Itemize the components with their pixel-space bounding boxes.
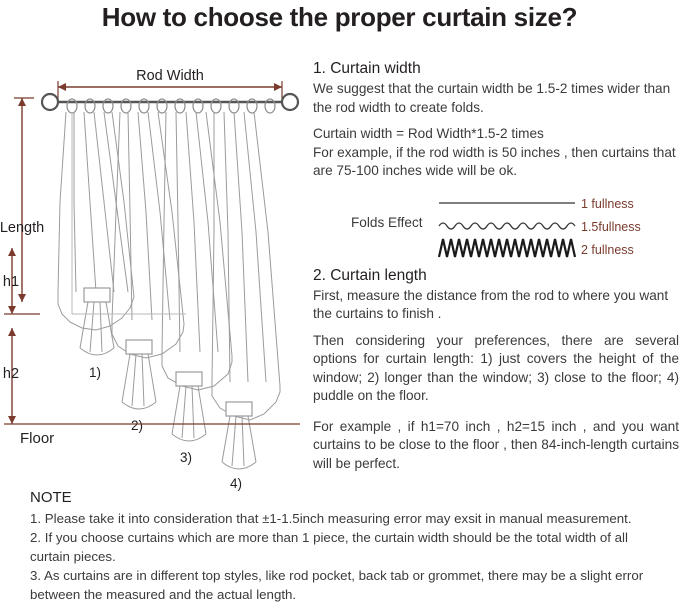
h1-label: h1 bbox=[2, 274, 20, 290]
section-1-paragraph-2: For example, if the rod width is 50 inches , then curtains that are 75-100 inches wide will be ok. bbox=[313, 144, 676, 178]
curtain-diagram-svg bbox=[0, 52, 310, 492]
fold-line-2 bbox=[439, 223, 575, 229]
folds-effect-svg bbox=[437, 189, 577, 261]
tieback-3 bbox=[176, 372, 202, 386]
tieback-4 bbox=[226, 402, 252, 416]
curtain-skirt-3 bbox=[172, 386, 206, 441]
curtain-panel-2 bbox=[112, 112, 184, 358]
page-title: How to choose the proper curtain size? bbox=[101, 2, 578, 32]
section-1-heading: 1. Curtain width bbox=[313, 60, 421, 77]
callout-3: 3) bbox=[179, 450, 193, 465]
folds-effect-label: Folds Effect bbox=[351, 214, 423, 230]
note-item-2: 2. If you choose curtains which are more than 1 piece, the curtain width should be the total width of all curtain pieces. bbox=[30, 530, 628, 564]
folds-effect bbox=[313, 189, 679, 261]
section-1-formula: Curtain width = Rod Width*1.5-2 times bbox=[313, 126, 544, 141]
fold-caption-3: 2 fullness bbox=[581, 242, 634, 257]
notes-title: NOTE bbox=[30, 489, 72, 506]
section-1-paragraph-1: We suggest that the curtain width be 1.5-2 times wider than the rod width to create folds. bbox=[313, 81, 671, 115]
tieback-2 bbox=[126, 340, 152, 354]
length-label: Length bbox=[0, 220, 45, 236]
curtain-panel-4 bbox=[212, 112, 280, 420]
right-column bbox=[313, 60, 679, 473]
fold-caption-1: 1 fullness bbox=[581, 196, 634, 211]
callout-2: 2) bbox=[130, 418, 144, 433]
rod-width-label: Rod Width bbox=[136, 68, 204, 84]
fold-line-3 bbox=[439, 239, 575, 257]
h2-label: h2 bbox=[2, 366, 20, 382]
section-2-heading: 2. Curtain length bbox=[313, 266, 427, 284]
callout-4: 4) bbox=[229, 476, 243, 491]
curtain-diagram bbox=[0, 52, 310, 492]
section-2-paragraph-3: For example , if h1=70 inch , h2=15 inch , and you want curtains to be close to the floor , then 84-inch-length curtains will be perfect. bbox=[313, 418, 679, 471]
notes-block bbox=[30, 489, 670, 604]
length-dimension bbox=[14, 98, 34, 302]
callout-1: 1) bbox=[88, 365, 102, 380]
note-item-1: 1. Please take it into consideration that ±1-1.5inch measuring error may exsit in manual measurement. bbox=[30, 511, 632, 526]
rod-finial-left bbox=[42, 94, 58, 110]
floor-label: Floor bbox=[20, 430, 55, 447]
fold-caption-2: 1.5fullness bbox=[581, 219, 641, 234]
tieback-1 bbox=[84, 288, 110, 302]
curtain-skirt-2 bbox=[122, 354, 156, 409]
note-item-3: 3. As curtains are in different top styles, like rod pocket, back tab or grommet, there may be a slight error between the measured and the actual length. bbox=[30, 568, 644, 602]
section-2-paragraph-1: First, measure the distance from the rod to where you want the curtains to finish . bbox=[313, 287, 669, 321]
section-2-paragraph-2: Then considering your preferences, there are several options for curtain length: 1) just covers the height of the window; 2) longer than the window; 3) close to the floor; 4) puddle on the floor. bbox=[313, 332, 679, 403]
curtain-panel-3 bbox=[162, 112, 232, 390]
rod-finial-right bbox=[282, 94, 298, 110]
